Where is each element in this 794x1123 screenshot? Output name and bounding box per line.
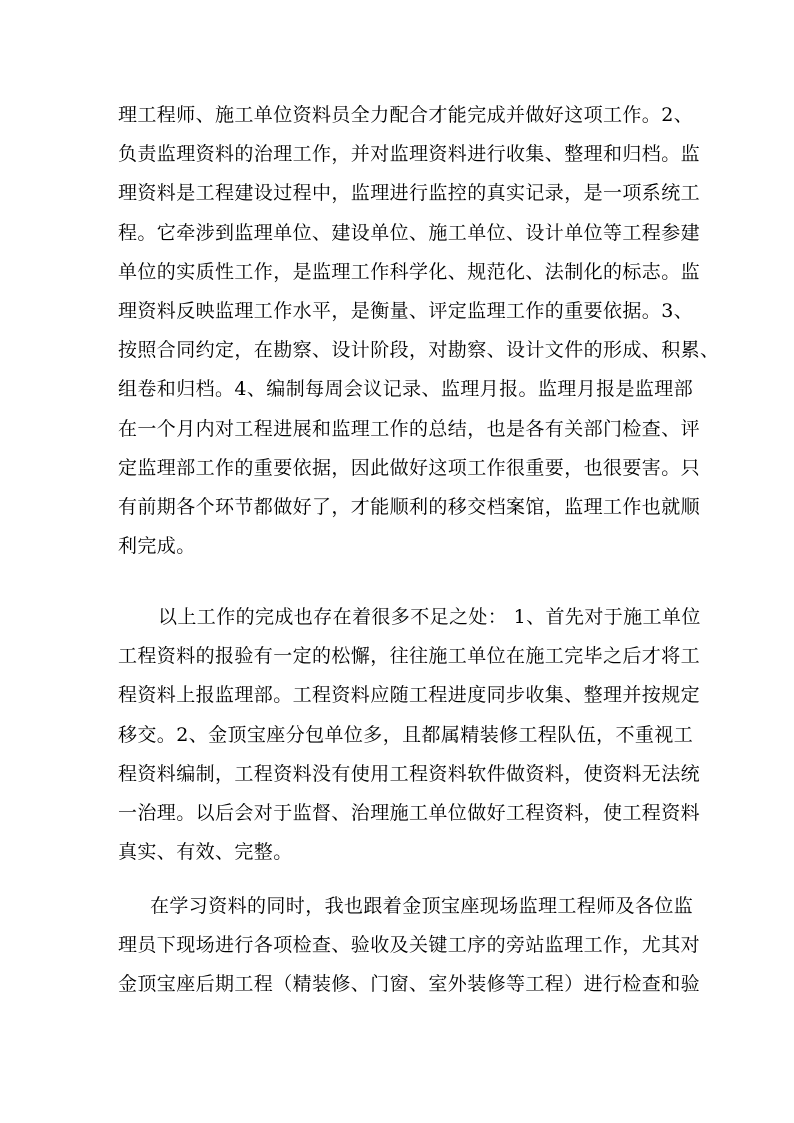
paragraph-line: 理资料反映监理工作水平，是衡量、评定监理工作的重要依据。3、 xyxy=(118,299,694,322)
paragraph-line: 理员下现场进行各项检查、验收及关键工序的旁站监理工作，尤其对 xyxy=(118,934,701,957)
paragraph-line: 有前期各个环节都做好了，才能顺利的移交档案馆，监理工作也就顺 xyxy=(118,495,701,518)
paragraph-line: 以上工作的完成也存在着很多不足之处： 1、首先对于施工单位 xyxy=(158,606,701,628)
paragraph-line: 定监理部工作的重要依据，因此做好这项工作很重要，也很要害。只 xyxy=(118,456,701,479)
paragraph-1 xyxy=(118,96,720,566)
paragraph-line: 程资料上报监理部。工程资料应随工程进度同步收集、整理并按规定 xyxy=(118,684,701,707)
paragraph-line: 利完成。 xyxy=(118,535,196,558)
paragraph-line: 按照合同约定，在勘察、设计阶段，对勘察、设计文件的形成、积累、 xyxy=(118,339,720,362)
paragraph-line: 移交。2、金顶宝座分包单位多，且都属精装修工程队伍，不重视工 xyxy=(118,723,694,746)
paragraph-3 xyxy=(118,887,701,1005)
paragraph-line: 理工程师、施工单位资料员全力配合才能完成并做好这项工作。2、 xyxy=(118,104,694,126)
paragraph-line: 程资料编制，工程资料没有使用工程资料软件做资料，使资料无法统 xyxy=(118,762,701,785)
paragraph-line: 组卷和归档。4、编制每周会议记录、监理月报。监理月报是监理部 xyxy=(118,378,694,401)
paragraph-line: 在一个月内对工程进展和监理工作的总结，也是各有关部门检查、评 xyxy=(118,417,701,440)
paragraph-line: 在学习资料的同时，我也跟着金顶宝座现场监理工程师及各位监 xyxy=(150,895,694,917)
paragraph-2 xyxy=(118,598,701,872)
paragraph-line: 程。它牵涉到监理单位、建设单位、施工单位、设计单位等工程参建 xyxy=(118,221,701,244)
paragraph-line: 一治理。以后会对于监督、治理施工单位做好工程资料，使工程资料 xyxy=(118,801,701,824)
paragraph-line: 单位的实质性工作，是监理工作科学化、规范化、法制化的标志。监 xyxy=(118,260,701,283)
paragraph-line: 真实、有效、完整。 xyxy=(118,841,293,864)
paragraph-line: 理资料是工程建设过程中，监理进行监控的真实记录，是一项系统工 xyxy=(118,182,701,205)
paragraph-line: 工程资料的报验有一定的松懈，往往施工单位在施工完毕之后才将工 xyxy=(118,645,701,668)
paragraph-line: 金顶宝座后期工程（精装修、门窗、室外装修等工程）进行检查和验 xyxy=(118,973,701,996)
paragraph-line: 负责监理资料的治理工作，并对监理资料进行收集、整理和归档。监 xyxy=(118,143,701,166)
